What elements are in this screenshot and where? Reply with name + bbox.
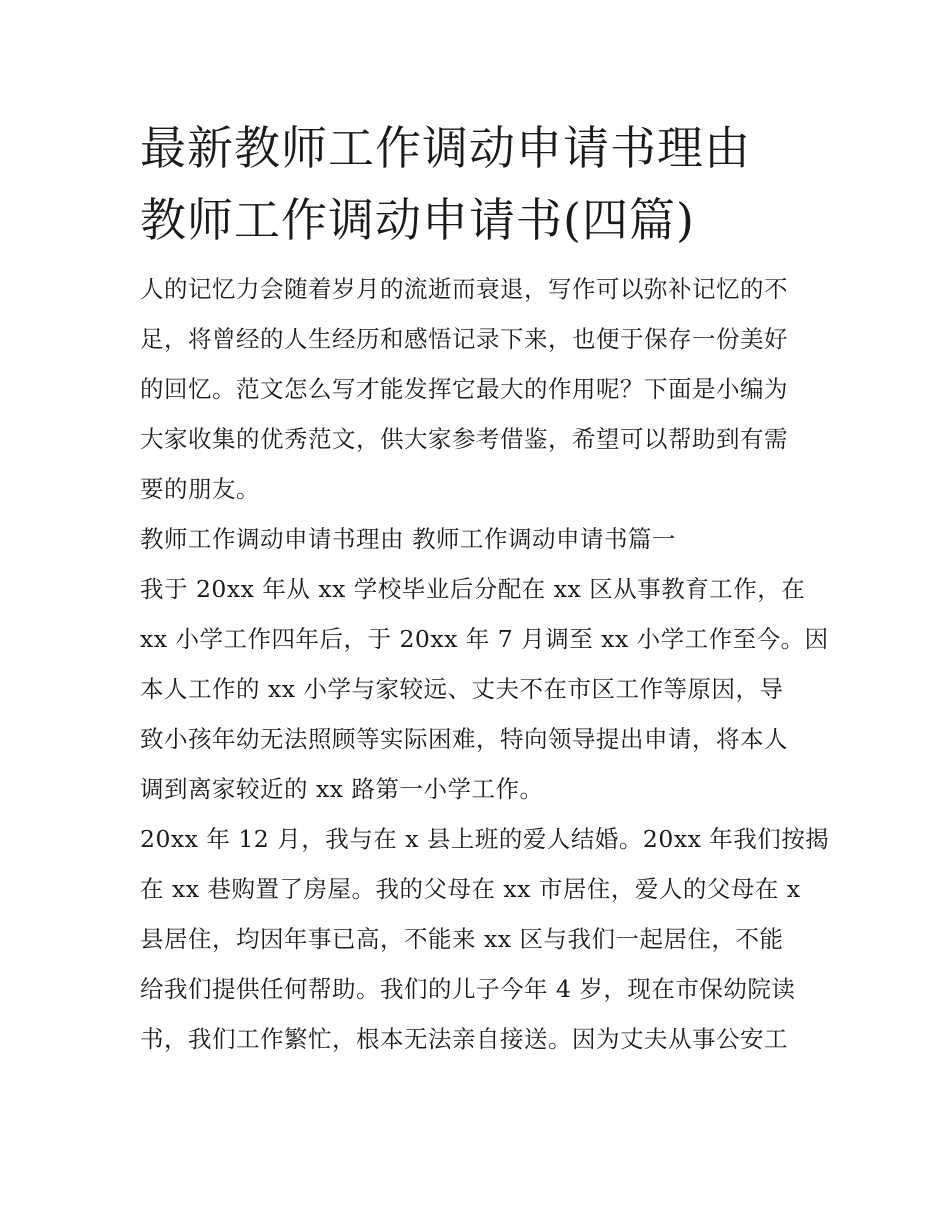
text-line: 在 xx 巷购置了房屋。我的父母在 xx 市居住，爱人的父母在 x <box>140 875 801 903</box>
text-line: 致小孩年幼无法照顾等实际困难，特向领导提出申请，将本人 <box>140 725 788 753</box>
title-line: 教师工作调动申请书(四篇) <box>140 193 695 247</box>
section-heading: 教师工作调动申请书理由 教师工作调动申请书篇一 <box>140 525 676 553</box>
text-line: 我于 20xx 年从 xx 学校毕业后分配在 xx 区从事教育工作，在 <box>140 575 806 603</box>
text-line: 大家收集的优秀范文，供大家参考借鉴，希望可以帮助到有需 <box>140 425 788 453</box>
text-line: 县居住，均因年事已高，不能来 xx 区与我们一起居住，不能 <box>140 925 784 953</box>
text-line: 调到离家较近的 xx 路第一小学工作。 <box>140 775 544 803</box>
text-line: 的回忆。范文怎么写才能发挥它最大的作用呢？下面是小编为 <box>140 375 788 403</box>
document-title <box>140 112 820 256</box>
text-line: xx 小学工作四年后，于 20xx 年 7 月调至 xx 小学工作至今。因 <box>140 625 829 653</box>
text-line: 书，我们工作繁忙，根本无法亲自接送。因为丈夫从事公安工 <box>140 1025 788 1053</box>
body-paragraph-1 <box>140 564 829 814</box>
text-line: 给我们提供任何帮助。我们的儿子今年 4 岁，现在市保幼院读 <box>140 975 796 1003</box>
intro-paragraph <box>140 264 820 514</box>
title-line: 最新教师工作调动申请书理由 <box>140 121 751 175</box>
text-line: 本人工作的 xx 小学与家较远、丈夫不在市区工作等原因，导 <box>140 675 784 703</box>
text-line: 人的记忆力会随着岁月的流逝而衰退，写作可以弥补记忆的不 <box>140 275 788 303</box>
text-line: 足，将曾经的人生经历和感悟记录下来，也便于保存一份美好 <box>140 325 788 353</box>
text-line: 20xx 年 12 月，我与在 x 县上班的爱人结婚。20xx 年我们按揭 <box>140 825 830 853</box>
document-content <box>140 112 830 1064</box>
body-paragraph-2 <box>140 814 830 1064</box>
text-line: 要的朋友。 <box>140 475 260 503</box>
